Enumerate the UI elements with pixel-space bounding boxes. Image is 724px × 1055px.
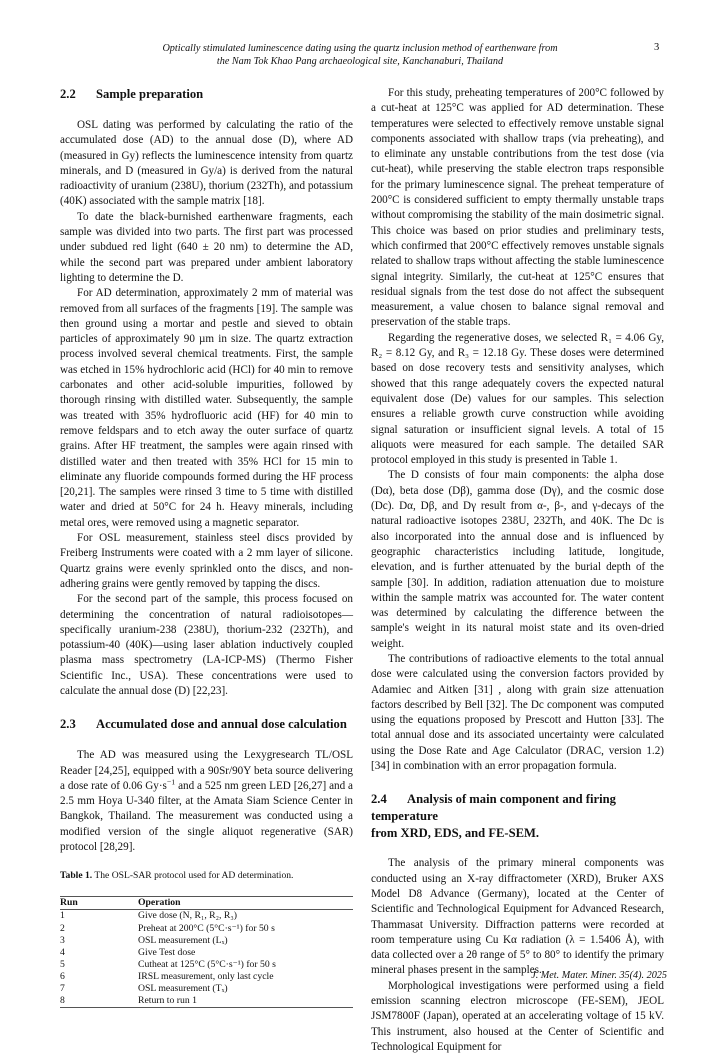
cell-run: 1	[60, 910, 65, 922]
section-2-2-heading	[60, 86, 353, 103]
journal-footer: J. Met. Mater. Miner. 35(4). 2025	[531, 970, 667, 981]
section-2-3-heading	[60, 716, 353, 733]
cell-run: 6	[60, 970, 65, 982]
table-row	[60, 959, 353, 971]
paragraph: For this study, preheating temperatures of 200°C followed by a cut-heat at 125°C was applied for AD determination. These temperatures were selected to effectively remove unstable signal components associated with shallow traps (via preheating), and to eliminate any unstable contributions from the test dose (via cut-heat), while preserving the stable electron traps responsible for the primary luminescence signal. The preheat temperature of 200°C is considered sufficient to empty thermally unstable traps without compromising the stability of the main dosimetric signal. This choice was based on prior studies and preliminary tests, which confirmed that 200°C effectively removes unstable signals related to shallow traps without affecting the stable luminescence signal integrity. Similarly, the cut-heat at 125°C ensures that residual signals from the test dose do not affect the subsequent measurement, a value chosen to balance signal removal and preservation of the stable traps.	[371, 87, 664, 329]
cell-run: 5	[60, 958, 65, 970]
table-1-caption	[60, 870, 353, 882]
left-column	[60, 86, 353, 1008]
table-row	[60, 910, 353, 923]
table-header-row	[60, 897, 353, 910]
paragraph: For OSL measurement, stainless steel discs provided by Freiberg Instruments were coated with a 2 mm layer of silicone. Quartz grains were evenly sprinkled onto the discs, and non-adhering grains were gently removed by tapping the discs.	[60, 532, 353, 590]
table-row	[60, 947, 353, 959]
cell-run: 2	[60, 922, 65, 934]
table-row	[60, 995, 353, 1008]
cell-run: 4	[60, 946, 65, 958]
paragraph: For the second part of the sample, this process focused on determining the concentration of natural radioisotopes—specifically uranium-238 (238U), thorium-232 (232Th), and potassium-40 (40K)—using laser ablation inductively coupled plasma mass spectrometry (LA-ICP-MS) (Thermo Fisher Scientific Inc., USA). These concentrations were used to calculate the annual dose (D) [22,23].	[60, 593, 353, 697]
section-number: 2.4	[371, 792, 387, 807]
paragraph: To date the black-burnished earthenware fragments, each sample was divided into two parts. The first part was processed under subdued red light (640 ± 20 nm) to determine the AD, while the second part was prepared under ambient laboratory lighting to determine the D.	[60, 210, 353, 284]
cell-operation: IRSL measurement, only last cycle	[138, 970, 274, 982]
paragraph	[60, 748, 353, 855]
cell-run: 8	[60, 995, 65, 1007]
table-row	[60, 971, 353, 983]
running-title-line-1: Optically stimulated luminescence dating using the quartz inclusion method of earthenware from	[162, 43, 558, 54]
section-2-4-heading	[371, 791, 664, 842]
cell-operation: OSL measurement (Tₓ)	[138, 983, 228, 995]
cell-operation: Give dose (N, R₁, R₂, R₃)	[138, 910, 237, 922]
cell-operation: Preheat at 200°C (5°C·s⁻¹) for 50 s	[138, 922, 275, 934]
text-run: The AD was measured using the Lexygresearch TL/OSL Reader [24,25], equipped with a 90Sr/90Y beta source delivering a dose rate of 0.06 Gy·s	[60, 749, 353, 792]
table-1	[60, 896, 353, 1008]
cell-operation: OSL measurement (Lₓ)	[138, 934, 228, 946]
caption-label: Table 1.	[60, 870, 93, 882]
section-title-line-2: from XRD, EDS, and FE-SEM.	[371, 826, 540, 841]
table-row	[60, 935, 353, 947]
page-number: 3	[654, 42, 660, 53]
paragraph: The D consists of four main components: the alpha dose (Dα), beta dose (Dβ), gamma dose (Dγ), and the cosmic dose (Dc). Dα, Dβ, and Dγ result from α-, β-, and γ-decays of the natural radioactive isotopes 238U, 232Th, and 40K. The Dc is also incorporated into the annual dose and is influenced by geographic characteristics including latitude, longitude, elevation, and is further attenuated by the burial depth of the sample [30]. In addition, radiation attenuation due to moisture within the sample matrix was accounted for. The water content was determined by calculating the difference between the sample's weight in its natural moist state and its oven-dried weight.	[371, 469, 664, 650]
running-title	[120, 42, 600, 68]
cell-operation: Cutheat at 125°C (5°C·s⁻¹) for 50 s	[138, 958, 276, 970]
section-number: 2.2	[60, 87, 76, 101]
section-number: 2.3	[60, 717, 76, 732]
section-title: Accumulated dose and annual dose calculation	[96, 717, 347, 732]
table-row	[60, 923, 353, 935]
unit-exponent: −1	[166, 777, 176, 787]
cell-run: 7	[60, 983, 65, 995]
paragraph: OSL dating was performed by calculating the ratio of the accumulated dose (AD) to the annual dose (D), where AD (measured in Gy) reflects the luminescence intensity from quartz minerals, and D (measured in Gy/a) is derived from the natural radioactivity of uranium (238U), thorium (232Th), and potassium (40K) associated with the sample matrix [18].	[60, 119, 354, 208]
right-column	[371, 86, 664, 1055]
paragraph: The analysis of the primary mineral components was conducted using an X-ray diffractometer (XRD), Bruker AXS Model D8 Advance (Germany), located at the Center of Scientific and Technological Equipment for Advanced Research, Thammasat University. Diffraction patterns were recorded at room temperature using Cu Kα radiation (λ = 1.5406 Å), with data collected over a 2θ range of 5° to 80° to identify the primary mineral phases present in the samples.	[371, 857, 664, 977]
paragraph: Regarding the regenerative doses, we selected R₁ = 4.06 Gy, R₂ = 8.12 Gy, and R₃ = 12.18 Gy. These doses were determined based on dose recovery tests and sensitivity analyses, which showed that this range adequately covers the expected natural equivalent dose (De) values for our samples. This selection ensures a reliable growth curve construction while avoiding signal saturation or insufficient signal levels. A total of 15 aliquots were measured for each sample. The detailed SAR protocol employed in this study is presented in Table 1.	[371, 331, 664, 467]
header-operation: Operation	[138, 897, 181, 909]
section-title: Sample preparation	[96, 87, 204, 101]
cell-operation: Give Test dose	[138, 946, 196, 958]
cell-run: 3	[60, 934, 65, 946]
running-title-line-2: the Nam Tok Khao Pang archaeological site, Kanchanaburi, Thailand	[216, 56, 504, 67]
table-row	[60, 983, 353, 995]
text-run: and a 525 nm green LED [26,27] and a 2.5 mm Hoya U-340 filter, at the Amata Siam Science Center in Bangkok, Thailand. The measurement was conducted using a modified version of the single aliquot regenerative (SAR) protocol [28,29].	[60, 779, 353, 854]
paragraph: The contributions of radioactive elements to the total annual dose were calculated using the conversion factors provided by Adamiec and Aitken [31] , along with grain size attenuation factors described by Bell [32]. The Dc component was computed using the equations proposed by Prescott and Hutton [33]. The total annual dose and its associated uncertainty were calculated using the Dose Rate and Age Calculator (DRAC, version 1.2) [34] in combination with an error propagation formula.	[371, 652, 664, 773]
cell-operation: Return to run 1	[138, 995, 197, 1007]
header-run: Run	[60, 897, 78, 909]
paragraph: For AD determination, approximately 2 mm of material was removed from all surfaces of the fragments [19]. The sample was then ground using a mortar and pestle and sieved to obtain particles of approximately 90 µm in size. The quartz extraction process involved several chemical treatments. First, the sample was etched in 15% hydrochloric acid (HCl) for 40 min to remove carbonates and other acid-soluble impurities, followed by thorough rinsing with distilled water. Subsequently, the sample was treated with 35% hydrofluoric acid (HF) for 40 min to remove feldspars and to etch away the outer surface of quartz grains. After HF treatment, the samples were again rinsed with distilled water and then treated with 35% HCl for 15 min to eliminate any fluoride compounds formed during the HF process [20,21]. The samples were rinsed 3 time to 5 time with distilled water and dried at 50°C for 24 h. Heavy minerals, including metal ores, were removed using a magnetic separator.	[60, 287, 353, 529]
caption-text: The OSL-SAR protocol used for AD determination.	[92, 870, 294, 882]
paragraph: Morphological investigations were performed using a field emission scanning electron microscope (FE-SEM), JEOL JSM7800F (Japan), operated at an accelerating voltage of 15 kV. This instrument, also housed at the Center of Scientific and Technological Equipment for	[371, 979, 664, 1053]
section-title-line-1: Analysis of main component and firing temperature	[371, 792, 616, 824]
